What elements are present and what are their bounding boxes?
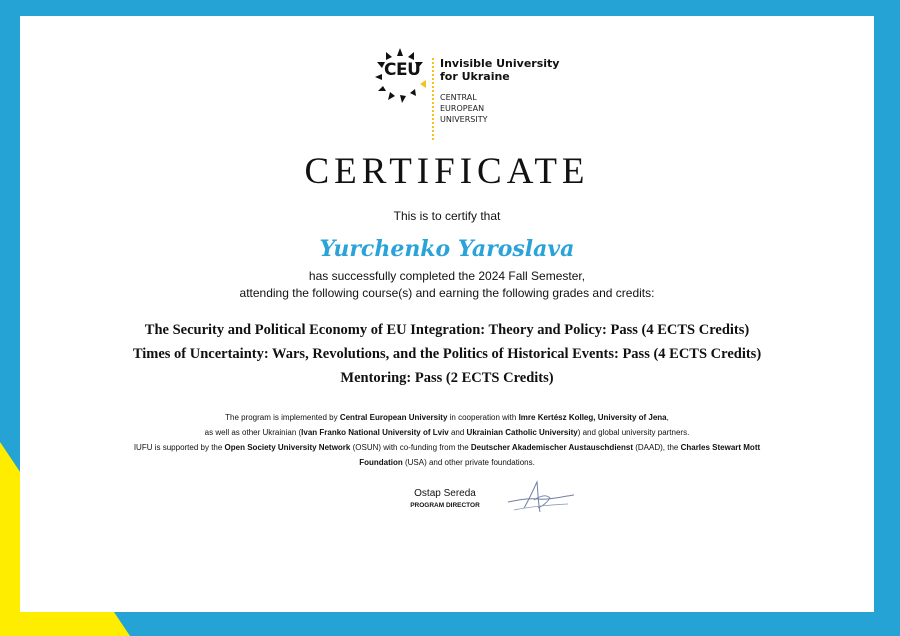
note-line3 xyxy=(100,440,794,455)
recipient-name: Yurchenko Yaroslava xyxy=(319,236,575,262)
course-item: Mentoring: Pass (2 ECTS Credits) xyxy=(340,370,554,386)
logo-divider xyxy=(432,58,434,140)
note-line2 xyxy=(100,425,794,440)
course-list xyxy=(20,318,874,390)
logo-subtitle xyxy=(440,92,580,125)
note-line4 xyxy=(100,455,794,470)
note-text: , xyxy=(666,413,669,422)
note-org: Central European University xyxy=(339,413,448,422)
logo-name xyxy=(440,57,580,83)
logo-name-line1: Invisible University xyxy=(440,57,560,70)
course-item: The Security and Political Economy of EU Integration: Theory and Policy: Pass (4 ECTS Credits) xyxy=(144,322,750,338)
signatory-role: PROGRAM DIRECTOR xyxy=(410,502,480,509)
completion-line2: attending the following course(s) and earning the following grades and credits: xyxy=(239,286,655,300)
note-text: (USA) and other private foundations. xyxy=(402,458,535,467)
note-text: (DAAD), the xyxy=(633,443,681,452)
note-text: (OSUN) with co-funding from the xyxy=(350,443,471,452)
logo-name-line2: for Ukraine xyxy=(440,70,510,83)
certificate-title: CERTIFICATE xyxy=(304,151,590,192)
signature-icon xyxy=(504,478,578,518)
certificate-paper xyxy=(20,16,874,612)
note-org: Imre Kertész Kolleg, University of Jena xyxy=(518,413,667,422)
course-item: Times of Uncertainty: Wars, Revolutions, and the Politics of Historical Events: Pass (4 ECTS Credits) xyxy=(132,346,762,362)
note-text: as well as other Ukrainian ( xyxy=(204,428,302,437)
note-text: in cooperation with xyxy=(447,413,519,422)
program-note xyxy=(100,410,794,470)
note-org: Charles Stewart Mott xyxy=(680,443,761,452)
ceu-logo xyxy=(370,46,570,146)
note-org: Deutscher Akademischer Austauschdienst xyxy=(470,443,633,452)
certify-intro: This is to certify that xyxy=(393,209,501,223)
note-org: Foundation xyxy=(359,458,403,467)
note-org: Ukrainian Catholic University xyxy=(466,428,578,437)
logo-sub-line3: UNIVERSITY xyxy=(440,115,488,124)
logo-sub-line1: CENTRAL xyxy=(440,93,477,102)
note-text: ) and global university partners. xyxy=(577,428,690,437)
note-line1 xyxy=(100,410,794,425)
note-text: The program is implemented by xyxy=(225,413,340,422)
completion-statement xyxy=(20,268,874,302)
note-org: Open Society University Network xyxy=(224,443,351,452)
note-text: and xyxy=(448,428,467,437)
note-text: IUFU is supported by the xyxy=(133,443,225,452)
completion-line1: has successfully completed the 2024 Fall Semester, xyxy=(308,269,586,283)
ceu-mark: CEU xyxy=(384,60,421,80)
note-org: Ivan Franko National University of Lviv xyxy=(301,428,449,437)
logo-sub-line2: EUROPEAN xyxy=(440,104,485,113)
signatory-name: Ostap Sereda xyxy=(414,488,476,499)
